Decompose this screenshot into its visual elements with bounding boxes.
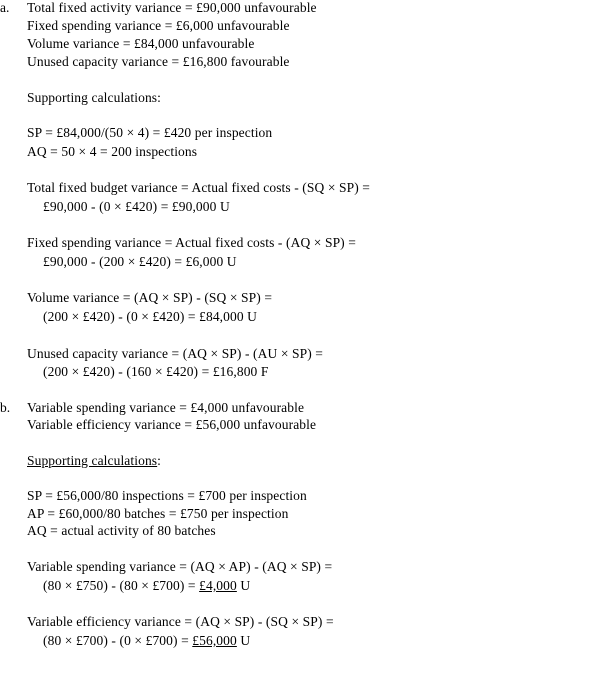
part-a-calc-fixed-spending-line1: Fixed spending variance = Actual fixed costs - (AQ × SP) = xyxy=(27,235,356,250)
part-b-rate-aq: AQ = actual activity of 80 batches xyxy=(27,523,216,538)
part-b-summary-variable-spending: Variable spending variance = £4,000 unfavourable xyxy=(27,400,305,415)
part-b-calc-variable-spending-expr: (80 × £750) - (80 × £700) = xyxy=(43,578,200,593)
part-b-calc-variable-spending-value: £4,000 xyxy=(199,578,237,593)
part-b-calc-variable-efficiency-suffix: U xyxy=(236,633,251,648)
part-a-calc-unused-capacity-line1: Unused capacity variance = (AQ × SP) - (AU × SP) = xyxy=(27,346,324,361)
part-b-calc-variable-spending-line2 xyxy=(43,578,250,594)
part-a-supporting-heading: Supporting calculations: xyxy=(27,90,162,105)
part-b-calc-variable-efficiency-line1: Variable efficiency variance = (AQ × SP) - (SQ × SP) = xyxy=(27,614,334,629)
part-b-supporting-heading-colon: : xyxy=(157,453,162,468)
part-a-summary-total-fixed: Total fixed activity variance = £90,000 unfavourable xyxy=(27,0,317,15)
part-b-summary-variable-efficiency: Variable efficiency variance = £56,000 unfavourable xyxy=(27,417,317,432)
part-a-summary-volume: Volume variance = £84,000 unfavourable xyxy=(27,36,255,51)
part-b-calc-variable-spending-line1: Variable spending variance = (AQ × AP) - (AQ × SP) = xyxy=(27,559,333,574)
part-a-calc-total-fixed-line1: Total fixed budget variance = Actual fixed costs - (SQ × SP) = xyxy=(27,180,371,195)
part-b-marker: b. xyxy=(0,400,11,415)
part-a-calc-fixed-spending-line2: £90,000 - (200 × £420) = £6,000 U xyxy=(43,254,237,269)
part-b-supporting-heading xyxy=(27,453,161,469)
part-b-calc-variable-efficiency-expr: (80 × £700) - (0 × £700) = xyxy=(43,633,193,648)
part-a-summary-fixed-spending: Fixed spending variance = £6,000 unfavourable xyxy=(27,18,290,33)
part-b-calc-variable-efficiency-value: £56,000 xyxy=(192,633,237,648)
part-a-rate-sp: SP = £84,000/(50 × 4) = £420 per inspection xyxy=(27,125,273,140)
part-b-rate-ap: AP = £60,000/80 batches = £750 per inspection xyxy=(27,506,289,521)
part-a-summary-unused-capacity: Unused capacity variance = £16,800 favourable xyxy=(27,54,290,69)
part-a-calc-total-fixed-line2: £90,000 - (0 × £420) = £90,000 U xyxy=(43,199,230,214)
part-a-calc-volume-line1: Volume variance = (AQ × SP) - (SQ × SP) = xyxy=(27,290,273,305)
part-b-calc-variable-spending-suffix: U xyxy=(236,578,251,593)
part-a-calc-unused-capacity-line2: (200 × £420) - (160 × £420) = £16,800 F xyxy=(43,364,269,379)
part-b-supporting-heading-text: Supporting calculations xyxy=(27,453,158,468)
part-b-calc-variable-efficiency-line2 xyxy=(43,633,250,649)
part-a-calc-volume-line2: (200 × £420) - (0 × £420) = £84,000 U xyxy=(43,309,258,324)
part-a-rate-aq: AQ = 50 × 4 = 200 inspections xyxy=(27,144,198,159)
part-b-rate-sp: SP = £56,000/80 inspections = £700 per inspection xyxy=(27,488,307,503)
part-a-marker: a. xyxy=(0,0,10,15)
